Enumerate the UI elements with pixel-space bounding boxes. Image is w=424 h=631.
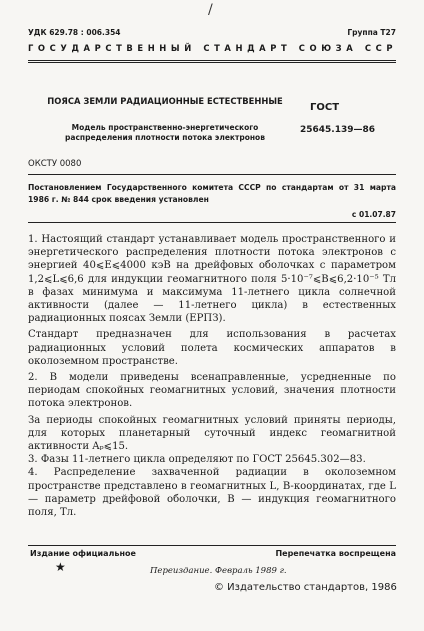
- reprint-prohibited: Перепечатка воспрещена: [275, 549, 396, 558]
- document-subtitle: Модель пространственно-энергетического распределения плотности потока электронов: [65, 123, 265, 142]
- footer-rule: [28, 545, 396, 546]
- official-edition: Издание официальное: [30, 549, 136, 558]
- paragraph-1: 1. Настоящий стандарт устанавливает модель пространственного и энергетического распределения плотности потока электронов с энергией 40⩽E⩽4000 кэВ на дрейфовых оболочках с параметром 1,2⩽L⩽6,6 для индукции геомагнитного поля 5·10⁻⁷⩽B⩽6,2·10⁻⁵ Тл в фазах минимума и максимума 11-летнего цикла солнечной активности (далее — 11-летнего цикла) в естественных радиационных поясах Земли (ЕРПЗ).: [28, 234, 396, 325]
- effective-date: с 01.07.87: [351, 210, 396, 219]
- decree-text: Постановлением Государственного комитета СССР по стандартам от 31 марта 1986 г. № 844 срок введения установлен: [28, 183, 396, 204]
- group-code: Группа Т27: [347, 28, 396, 37]
- paragraph-5: 3. Фазы 11-летнего цикла определяют по ГОСТ 25645.302—83.: [28, 454, 366, 466]
- copyright: © Издательство стандартов, 1986: [214, 582, 397, 593]
- header-rule-bottom: [28, 62, 396, 63]
- body-text: [28, 233, 396, 519]
- okstu-code: ОКСТУ 0080: [28, 159, 82, 169]
- document-title: ПОЯСА ЗЕМЛИ РАДИАЦИОННЫЕ ЕСТЕСТВЕННЫЕ: [47, 96, 283, 106]
- gost-number: 25645.139—86: [300, 125, 376, 135]
- star-icon: ★: [55, 560, 66, 574]
- gost-label: ГОСТ: [310, 102, 340, 113]
- decree-rule-bottom: [28, 222, 396, 223]
- paragraph-3: 2. В модели приведены всенаправленные, усредненные по периодам спокойных геомагнитных условий, значения плотности потока электронов.: [28, 372, 396, 410]
- header-rule-top: [28, 60, 396, 61]
- handwritten-mark: /: [208, 2, 213, 18]
- reissue-note: Переиздание. Февраль 1989 г.: [150, 566, 287, 576]
- paragraph-6: 4. Распределение захваченной радиации в околоземном пространстве представлено в геомагнитных L, B-координатах, где L — параметр дрейфовой оболочки, B — индукция геомагнитного поля, Тл.: [28, 467, 396, 519]
- decree-rule-top: [28, 174, 396, 175]
- paragraph-2: Стандарт предназначен для использования в расчетах радиационных условий полета космических аппаратов в околоземном пространстве.: [28, 329, 396, 367]
- udk-code: УДК 629.78 : 006.354: [28, 28, 121, 37]
- state-standard-heading: ГОСУДАРСТВЕННЫЙ СТАНДАРТ СОЮЗА ССР: [28, 43, 398, 53]
- paragraph-4: За периоды спокойных геомагнитных условий приняты периоды, для которых планетарный суточный индекс геомагнитной активности Aₚ⩽15.: [28, 414, 396, 453]
